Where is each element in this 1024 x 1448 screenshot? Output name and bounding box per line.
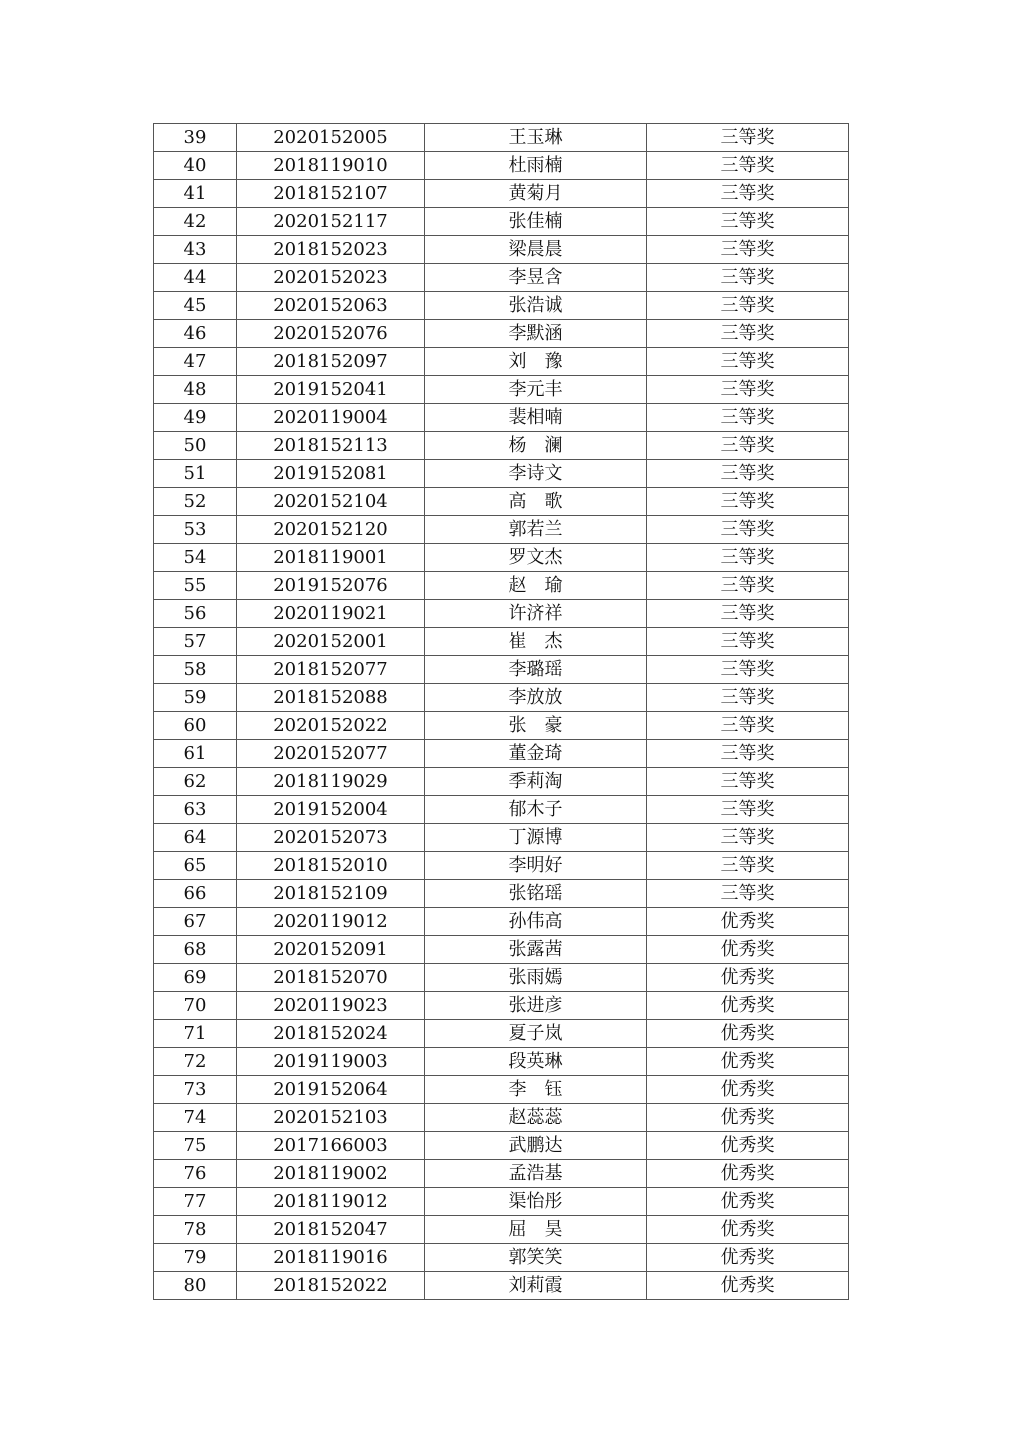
table-row bbox=[154, 292, 849, 320]
student-id-cell: 2018152088 bbox=[237, 684, 425, 712]
row-number-cell: 74 bbox=[154, 1104, 237, 1132]
award-level-cell: 三等奖 bbox=[647, 292, 849, 320]
row-number-cell: 45 bbox=[154, 292, 237, 320]
award-level-cell: 三等奖 bbox=[647, 852, 849, 880]
award-level-cell: 优秀奖 bbox=[647, 1132, 849, 1160]
award-level-cell: 优秀奖 bbox=[647, 1076, 849, 1104]
row-number-cell: 55 bbox=[154, 572, 237, 600]
row-number-cell: 62 bbox=[154, 768, 237, 796]
student-id-cell: 2018119010 bbox=[237, 152, 425, 180]
student-name-cell: 丁源博 bbox=[425, 824, 647, 852]
row-number-cell: 64 bbox=[154, 824, 237, 852]
award-level-cell: 优秀奖 bbox=[647, 1244, 849, 1272]
student-name-cell: 李 钰 bbox=[425, 1076, 647, 1104]
student-name-cell: 王玉琳 bbox=[425, 124, 647, 152]
student-id-cell: 2020152073 bbox=[237, 824, 425, 852]
student-id-cell: 2019119003 bbox=[237, 1048, 425, 1076]
student-id-cell: 2020152076 bbox=[237, 320, 425, 348]
table-row bbox=[154, 1160, 849, 1188]
award-level-cell: 优秀奖 bbox=[647, 1188, 849, 1216]
table-row bbox=[154, 180, 849, 208]
student-id-cell: 2018119001 bbox=[237, 544, 425, 572]
award-level-cell: 三等奖 bbox=[647, 572, 849, 600]
student-id-cell: 2020152077 bbox=[237, 740, 425, 768]
student-id-cell: 2018152109 bbox=[237, 880, 425, 908]
row-number-cell: 46 bbox=[154, 320, 237, 348]
student-id-cell: 2018152107 bbox=[237, 180, 425, 208]
table-row bbox=[154, 460, 849, 488]
student-id-cell: 2020119023 bbox=[237, 992, 425, 1020]
table-row bbox=[154, 1188, 849, 1216]
row-number-cell: 58 bbox=[154, 656, 237, 684]
student-id-cell: 2018152077 bbox=[237, 656, 425, 684]
table-row bbox=[154, 124, 849, 152]
student-id-cell: 2019152041 bbox=[237, 376, 425, 404]
table-row bbox=[154, 936, 849, 964]
row-number-cell: 53 bbox=[154, 516, 237, 544]
row-number-cell: 60 bbox=[154, 712, 237, 740]
student-name-cell: 郭笑笑 bbox=[425, 1244, 647, 1272]
table-row bbox=[154, 1104, 849, 1132]
student-id-cell: 2020152091 bbox=[237, 936, 425, 964]
award-level-cell: 三等奖 bbox=[647, 180, 849, 208]
award-level-cell: 三等奖 bbox=[647, 152, 849, 180]
student-name-cell: 屈 昊 bbox=[425, 1216, 647, 1244]
student-id-cell: 2018152023 bbox=[237, 236, 425, 264]
student-name-cell: 杜雨楠 bbox=[425, 152, 647, 180]
award-level-cell: 三等奖 bbox=[647, 824, 849, 852]
student-name-cell: 赵蕊蕊 bbox=[425, 1104, 647, 1132]
row-number-cell: 48 bbox=[154, 376, 237, 404]
student-id-cell: 2018119012 bbox=[237, 1188, 425, 1216]
table-row bbox=[154, 404, 849, 432]
table-row bbox=[154, 376, 849, 404]
award-level-cell: 三等奖 bbox=[647, 124, 849, 152]
award-level-cell: 三等奖 bbox=[647, 432, 849, 460]
award-level-cell: 三等奖 bbox=[647, 460, 849, 488]
student-id-cell: 2020152022 bbox=[237, 712, 425, 740]
award-level-cell: 三等奖 bbox=[647, 236, 849, 264]
award-level-cell: 优秀奖 bbox=[647, 992, 849, 1020]
award-level-cell: 优秀奖 bbox=[647, 1272, 849, 1300]
student-name-cell: 张 豪 bbox=[425, 712, 647, 740]
student-name-cell: 张露茜 bbox=[425, 936, 647, 964]
table-row bbox=[154, 488, 849, 516]
row-number-cell: 73 bbox=[154, 1076, 237, 1104]
student-id-cell: 2020152005 bbox=[237, 124, 425, 152]
student-name-cell: 赵 瑜 bbox=[425, 572, 647, 600]
award-level-cell: 优秀奖 bbox=[647, 1048, 849, 1076]
row-number-cell: 71 bbox=[154, 1020, 237, 1048]
award-list-table bbox=[153, 123, 849, 1300]
row-number-cell: 59 bbox=[154, 684, 237, 712]
table-row bbox=[154, 600, 849, 628]
student-id-cell: 2018152097 bbox=[237, 348, 425, 376]
award-level-cell: 三等奖 bbox=[647, 712, 849, 740]
student-name-cell: 季莉淘 bbox=[425, 768, 647, 796]
row-number-cell: 50 bbox=[154, 432, 237, 460]
table-row bbox=[154, 516, 849, 544]
row-number-cell: 66 bbox=[154, 880, 237, 908]
row-number-cell: 44 bbox=[154, 264, 237, 292]
student-name-cell: 李璐瑶 bbox=[425, 656, 647, 684]
student-id-cell: 2020152103 bbox=[237, 1104, 425, 1132]
student-id-cell: 2020152120 bbox=[237, 516, 425, 544]
row-number-cell: 61 bbox=[154, 740, 237, 768]
student-name-cell: 高 歌 bbox=[425, 488, 647, 516]
row-number-cell: 67 bbox=[154, 908, 237, 936]
student-name-cell: 张浩诚 bbox=[425, 292, 647, 320]
row-number-cell: 47 bbox=[154, 348, 237, 376]
row-number-cell: 39 bbox=[154, 124, 237, 152]
student-name-cell: 黄菊月 bbox=[425, 180, 647, 208]
student-name-cell: 孙伟高 bbox=[425, 908, 647, 936]
student-name-cell: 崔 杰 bbox=[425, 628, 647, 656]
student-id-cell: 2018119002 bbox=[237, 1160, 425, 1188]
table-row bbox=[154, 824, 849, 852]
student-name-cell: 董金琦 bbox=[425, 740, 647, 768]
student-name-cell: 梁晨晨 bbox=[425, 236, 647, 264]
award-level-cell: 三等奖 bbox=[647, 376, 849, 404]
table-row bbox=[154, 236, 849, 264]
table-row bbox=[154, 1020, 849, 1048]
table-row bbox=[154, 1272, 849, 1300]
student-id-cell: 2020152001 bbox=[237, 628, 425, 656]
award-level-cell: 三等奖 bbox=[647, 208, 849, 236]
student-name-cell: 李明好 bbox=[425, 852, 647, 880]
award-level-cell: 优秀奖 bbox=[647, 1020, 849, 1048]
student-id-cell: 2020152104 bbox=[237, 488, 425, 516]
award-level-cell: 三等奖 bbox=[647, 516, 849, 544]
row-number-cell: 52 bbox=[154, 488, 237, 516]
table-row bbox=[154, 432, 849, 460]
row-number-cell: 57 bbox=[154, 628, 237, 656]
student-name-cell: 张佳楠 bbox=[425, 208, 647, 236]
award-level-cell: 三等奖 bbox=[647, 404, 849, 432]
student-id-cell: 2020152063 bbox=[237, 292, 425, 320]
student-id-cell: 2019152076 bbox=[237, 572, 425, 600]
table-row bbox=[154, 264, 849, 292]
table-row bbox=[154, 684, 849, 712]
table-row bbox=[154, 152, 849, 180]
award-level-cell: 三等奖 bbox=[647, 600, 849, 628]
student-name-cell: 渠怡彤 bbox=[425, 1188, 647, 1216]
table-row bbox=[154, 656, 849, 684]
row-number-cell: 65 bbox=[154, 852, 237, 880]
award-level-cell: 优秀奖 bbox=[647, 1160, 849, 1188]
table-row bbox=[154, 880, 849, 908]
student-name-cell: 夏子岚 bbox=[425, 1020, 647, 1048]
student-id-cell: 2020152023 bbox=[237, 264, 425, 292]
award-level-cell: 三等奖 bbox=[647, 768, 849, 796]
student-id-cell: 2020119012 bbox=[237, 908, 425, 936]
student-id-cell: 2018152010 bbox=[237, 852, 425, 880]
award-level-cell: 三等奖 bbox=[647, 880, 849, 908]
row-number-cell: 79 bbox=[154, 1244, 237, 1272]
table-row bbox=[154, 1216, 849, 1244]
student-id-cell: 2019152004 bbox=[237, 796, 425, 824]
student-name-cell: 刘 豫 bbox=[425, 348, 647, 376]
student-name-cell: 张铭瑶 bbox=[425, 880, 647, 908]
award-level-cell: 三等奖 bbox=[647, 684, 849, 712]
row-number-cell: 68 bbox=[154, 936, 237, 964]
row-number-cell: 63 bbox=[154, 796, 237, 824]
student-id-cell: 2019152081 bbox=[237, 460, 425, 488]
row-number-cell: 80 bbox=[154, 1272, 237, 1300]
student-id-cell: 2018119016 bbox=[237, 1244, 425, 1272]
table-row bbox=[154, 768, 849, 796]
award-level-cell: 优秀奖 bbox=[647, 1216, 849, 1244]
table-row bbox=[154, 1132, 849, 1160]
student-name-cell: 李诗文 bbox=[425, 460, 647, 488]
row-number-cell: 76 bbox=[154, 1160, 237, 1188]
student-name-cell: 张雨嫣 bbox=[425, 964, 647, 992]
row-number-cell: 75 bbox=[154, 1132, 237, 1160]
table-row bbox=[154, 992, 849, 1020]
row-number-cell: 51 bbox=[154, 460, 237, 488]
student-id-cell: 2018119029 bbox=[237, 768, 425, 796]
student-name-cell: 李元丰 bbox=[425, 376, 647, 404]
student-name-cell: 张进彦 bbox=[425, 992, 647, 1020]
row-number-cell: 41 bbox=[154, 180, 237, 208]
student-id-cell: 2019152064 bbox=[237, 1076, 425, 1104]
student-id-cell: 2017166003 bbox=[237, 1132, 425, 1160]
row-number-cell: 43 bbox=[154, 236, 237, 264]
award-level-cell: 优秀奖 bbox=[647, 964, 849, 992]
student-name-cell: 郭若兰 bbox=[425, 516, 647, 544]
table-row bbox=[154, 628, 849, 656]
row-number-cell: 70 bbox=[154, 992, 237, 1020]
award-level-cell: 优秀奖 bbox=[647, 908, 849, 936]
award-level-cell: 三等奖 bbox=[647, 796, 849, 824]
student-name-cell: 杨 澜 bbox=[425, 432, 647, 460]
student-name-cell: 许济祥 bbox=[425, 600, 647, 628]
table-row bbox=[154, 348, 849, 376]
student-name-cell: 刘莉霞 bbox=[425, 1272, 647, 1300]
student-id-cell: 2020119004 bbox=[237, 404, 425, 432]
award-level-cell: 三等奖 bbox=[647, 656, 849, 684]
table-row bbox=[154, 796, 849, 824]
award-level-cell: 三等奖 bbox=[647, 628, 849, 656]
table-row bbox=[154, 908, 849, 936]
table-row bbox=[154, 1244, 849, 1272]
student-id-cell: 2018152024 bbox=[237, 1020, 425, 1048]
student-name-cell: 李默涵 bbox=[425, 320, 647, 348]
student-name-cell: 罗文杰 bbox=[425, 544, 647, 572]
row-number-cell: 72 bbox=[154, 1048, 237, 1076]
student-id-cell: 2018152113 bbox=[237, 432, 425, 460]
student-name-cell: 段英琳 bbox=[425, 1048, 647, 1076]
student-id-cell: 2018152047 bbox=[237, 1216, 425, 1244]
award-list-body bbox=[154, 124, 849, 1300]
award-level-cell: 优秀奖 bbox=[647, 1104, 849, 1132]
student-id-cell: 2020119021 bbox=[237, 600, 425, 628]
table-row bbox=[154, 1076, 849, 1104]
row-number-cell: 49 bbox=[154, 404, 237, 432]
row-number-cell: 54 bbox=[154, 544, 237, 572]
row-number-cell: 42 bbox=[154, 208, 237, 236]
award-level-cell: 三等奖 bbox=[647, 488, 849, 516]
row-number-cell: 56 bbox=[154, 600, 237, 628]
table-row bbox=[154, 740, 849, 768]
table-row bbox=[154, 712, 849, 740]
award-level-cell: 三等奖 bbox=[647, 264, 849, 292]
award-level-cell: 三等奖 bbox=[647, 544, 849, 572]
table-row bbox=[154, 852, 849, 880]
award-level-cell: 三等奖 bbox=[647, 740, 849, 768]
table-row bbox=[154, 320, 849, 348]
student-name-cell: 郁木子 bbox=[425, 796, 647, 824]
row-number-cell: 69 bbox=[154, 964, 237, 992]
student-id-cell: 2020152117 bbox=[237, 208, 425, 236]
student-name-cell: 孟浩基 bbox=[425, 1160, 647, 1188]
student-name-cell: 李昱含 bbox=[425, 264, 647, 292]
row-number-cell: 40 bbox=[154, 152, 237, 180]
student-name-cell: 武鹏达 bbox=[425, 1132, 647, 1160]
student-id-cell: 2018152022 bbox=[237, 1272, 425, 1300]
table-row bbox=[154, 964, 849, 992]
table-row bbox=[154, 208, 849, 236]
table-row bbox=[154, 1048, 849, 1076]
award-level-cell: 优秀奖 bbox=[647, 936, 849, 964]
student-id-cell: 2018152070 bbox=[237, 964, 425, 992]
row-number-cell: 77 bbox=[154, 1188, 237, 1216]
table-row bbox=[154, 544, 849, 572]
student-name-cell: 裴相喃 bbox=[425, 404, 647, 432]
student-name-cell: 李放放 bbox=[425, 684, 647, 712]
table-row bbox=[154, 572, 849, 600]
row-number-cell: 78 bbox=[154, 1216, 237, 1244]
award-level-cell: 三等奖 bbox=[647, 320, 849, 348]
award-level-cell: 三等奖 bbox=[647, 348, 849, 376]
